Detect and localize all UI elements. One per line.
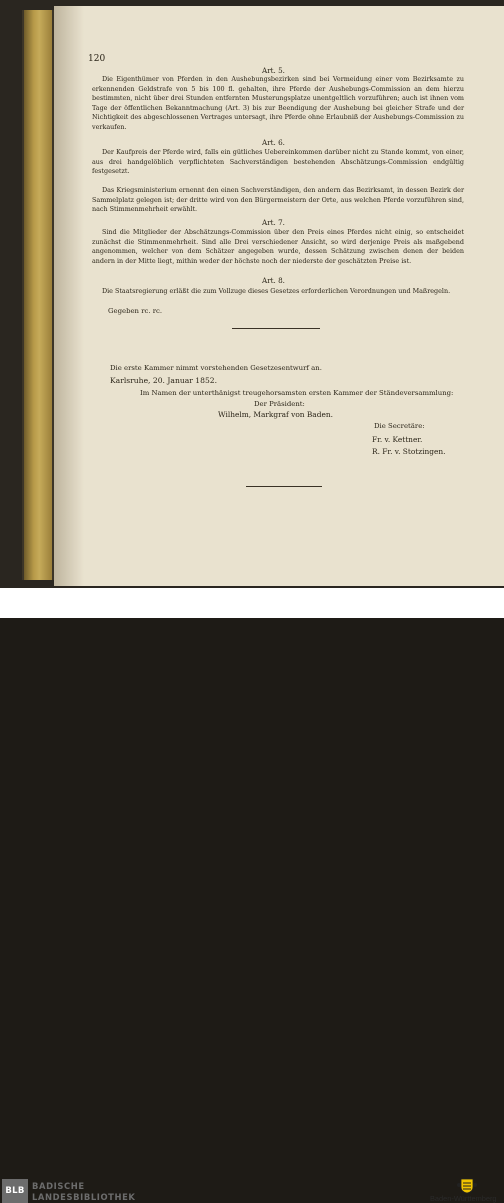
baden-wuerttemberg-crest-icon xyxy=(456,1178,478,1194)
library-name-line-1: BADISCHE xyxy=(32,1181,85,1191)
article-5-text: Die Eigenthümer von Pferden in den Aushebungsbezirken sind bei Vermeidung einer vom Bezirksamte zu erkennenden Geldstrafe von 5 bis 100 fl. gehalten, ihre Pferde der Aushebungs-Commission an dem hierzu bestimmten, nicht über drei Stunden entfernten Musterungsplatze unentgeltlich vorzuführen; auch ist ihnen vom Tage der öffentlichen Bekanntmachung (Art. 3) bis zur Beendigung der Aushebung bei gleicher Strafe und der Nichtigkeit des abgeschlossenen Vertrages untersagt, ihre Pferde ohne Erlaubniß der Aushebungs-Commission zu verkaufen. xyxy=(92,75,464,131)
page-number: 120 xyxy=(88,54,106,64)
book-spine xyxy=(24,10,52,580)
article-6-text: Der Kaufpreis der Pferde wird, falls ein gütliches Uebereinkommen darüber nicht zu Stande kommt, von einer, aus drei handgelöblich verpflichteten Sachverständigen bestehenden Abschätzungs-Commission endgültig festgesetzt. xyxy=(92,148,464,176)
article-6-heading: Art. 6. xyxy=(262,138,285,147)
article-8-heading: Art. 8. xyxy=(262,276,285,285)
resolution-text: Die erste Kammer nimmt vorstehenden Gesetzesentwurf an. xyxy=(110,364,322,372)
article-5-heading: Art. 5. xyxy=(262,66,285,75)
article-8-text: Die Staatsregierung erläßt die zum Vollzuge dieses Gesetzes erforderlichen Verordnungen und Maßregeln. xyxy=(102,287,451,295)
article-7-text: Sind die Mitglieder der Abschätzungs-Commission über den Preis eines Pferdes nicht einig, so entscheidet zunächst die Stimmenmehrheit. Sind alle Drei verschiedener Ansicht, so wird derjenige Preis als maßgebend angenommen, welcher von dem Schätzer angegeben wurde, dessen Schätzung zwischen denen der beiden andern in der Mitte liegt, mithin weder der höchste noch der niederste der geschätzten Preise ist. xyxy=(92,228,464,265)
library-name-line-2: LANDESBIBLIOTHEK xyxy=(32,1192,136,1202)
footer-bar xyxy=(0,588,504,1203)
given-line: Gegeben rc. rc. xyxy=(108,307,163,315)
article-7-heading: Art. 7. xyxy=(262,218,285,227)
place-date: Karlsruhe, 20. Januar 1852. xyxy=(110,376,218,385)
president-title: Der Präsident: xyxy=(254,400,305,408)
scanned-book-image xyxy=(0,0,504,588)
separator-rule-1 xyxy=(232,328,320,329)
partner-label: Baden-Württemberg xyxy=(430,1194,497,1203)
article-6-text-2: Das Kriegsministerium ernennt den einen Sachverständigen, den andern das Bezirksamt, in dessen Bezirk der Sammelplatz gelegen ist; der dritte wird von den Bürgermeistern der Orte, aus welchen Pferde vorzuführen sind, nach Stimmenmehrheit erwählt. xyxy=(92,186,464,214)
secretary-1: Fr. v. Kettner. xyxy=(372,435,423,444)
president-name: Wilhelm, Markgraf von Baden. xyxy=(218,410,333,419)
separator-rule-2 xyxy=(246,486,322,487)
on-behalf-line: Im Namen der unterthänigst treugehorsamsten ersten Kammer der Ständeversammlung: xyxy=(140,389,454,397)
secretary-title: Die Secretäre: xyxy=(374,422,425,430)
secretary-2: R. Fr. v. Stotzingen. xyxy=(372,447,446,456)
blb-logo: BLB xyxy=(2,1179,28,1203)
spine-edge-left xyxy=(22,10,24,580)
